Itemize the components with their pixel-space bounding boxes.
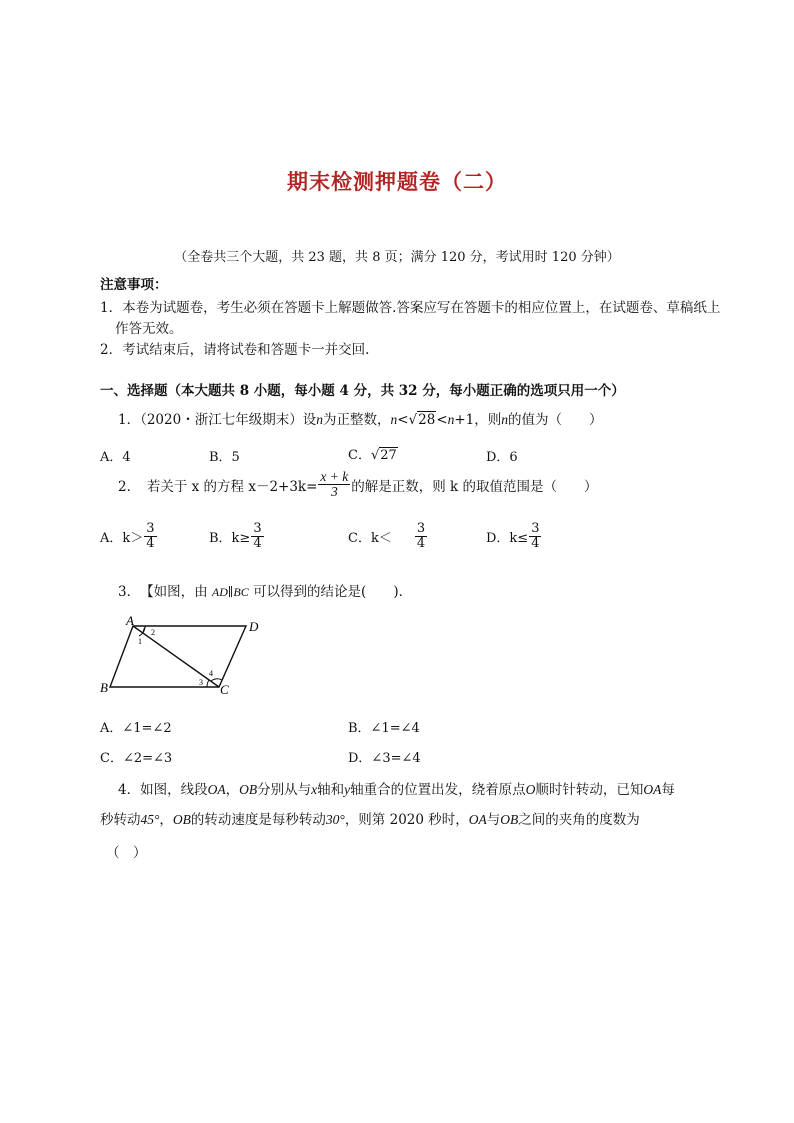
q2-option-b-label: B．k≥: [209, 530, 251, 546]
question-1: [118, 408, 603, 428]
angle-arc-4: [211, 679, 222, 681]
q1-var-n: n: [316, 412, 323, 427]
q1-option-c-sqrt: √27: [370, 448, 397, 463]
q3-option-d: D．∠3=∠4: [348, 751, 421, 766]
question-4-line-2: [100, 808, 640, 828]
notice-heading: 注意事项：: [100, 277, 168, 293]
q4-text-j: 与: [486, 812, 501, 828]
q4-text-i: ，则第 2020 秒时，: [344, 812, 469, 828]
q3-option-c: C．∠2=∠3: [100, 751, 173, 766]
frac-den: 4: [416, 535, 426, 551]
q2-frac-num: x + k: [320, 469, 349, 484]
angle-label-2: 2: [151, 628, 155, 637]
q1-var-n4: n: [501, 412, 509, 427]
q4-text-f: 每: [661, 782, 675, 798]
q1-option-c-label: C．: [348, 448, 371, 463]
q2-option-c-label: C．k＜: [348, 530, 392, 546]
q2-option-b-frac: [251, 522, 263, 550]
q1-option-b: B．5: [209, 450, 240, 465]
q4-oa-2: OA: [643, 782, 662, 797]
section-heading: 一、选择题（本大题共 8 小题，每小题 4 分，共 32 分，每小题正确的选项只用一个）: [100, 383, 625, 399]
q4-text-b: 分别从与: [257, 782, 312, 798]
q4-text-e: 顺时针转动，已知: [535, 782, 644, 798]
q3-option-b: B．∠1=∠4: [348, 721, 420, 736]
q2-option-a-frac: [144, 522, 156, 550]
page-title: 期末检测押题卷（二）: [287, 170, 507, 194]
q1-var-n2: n: [390, 412, 398, 427]
q2-option-b: [209, 522, 265, 550]
q4-text-d: 轴重合的位置出发，绕着原点: [350, 782, 526, 798]
q4-o: O: [525, 782, 536, 797]
q1-plus1: +1，则: [454, 412, 502, 428]
q1-lt: <: [397, 412, 409, 428]
q1-mid: 为正整数，: [322, 412, 391, 428]
q1-prefix: 1．（2020・浙江七年级期末）设: [118, 412, 317, 428]
q4-text-h: 的转动速度是每秒转动: [190, 812, 326, 828]
q4-text-a: 4．如图，线段: [118, 782, 208, 798]
q4-ob-3: OB: [500, 812, 519, 827]
frac-num: 3: [253, 521, 262, 536]
angle-label-4: 4: [209, 669, 213, 678]
q4-ob-2: OB: [172, 812, 191, 827]
q1-lt2: <: [436, 412, 448, 428]
q4-ob: OB: [239, 782, 258, 797]
q1-option-d: D．6: [486, 450, 518, 465]
q4-text-k: 之间的夹角的度数为: [518, 812, 640, 828]
q4-x: x: [311, 782, 318, 797]
q3-condition: AD∥BC: [211, 585, 249, 599]
q2-tail: 的解是正数，则 k 的取值范围是（ ）: [351, 478, 598, 495]
q4-text-g: 秒转动: [100, 812, 141, 828]
notice-item-2: 2．考试结束后，请将试卷和答题卡一并交回.: [100, 342, 370, 358]
q4-text-c: 轴和: [317, 782, 345, 798]
q4-sep-2: ，: [159, 812, 173, 828]
question-4-line-1: [118, 778, 675, 798]
question-2: [118, 470, 598, 499]
frac-den: 4: [253, 535, 262, 551]
question-4-answer-bracket: （ ）: [106, 845, 147, 861]
q4-sep: ，: [225, 782, 240, 798]
q2-option-d-label: D．k≤: [486, 530, 529, 546]
exam-info: （全卷共三个大题，共 23 题，共 8 页；满分 120 分，考试用时 120 分钟）: [174, 250, 620, 265]
q2-option-d: [486, 522, 542, 550]
q1-option-c: [348, 444, 398, 463]
vertex-label-b: B: [100, 680, 108, 695]
q2-option-c-frac: [415, 522, 427, 550]
q1-sqrt: √28: [408, 412, 436, 428]
q2-option-a: [100, 522, 158, 550]
q2-option-d-frac: [529, 522, 541, 550]
q4-oa: OA: [207, 782, 226, 797]
angle-label-1: 1: [138, 637, 142, 646]
q3-parallelogram-figure: [96, 612, 276, 700]
frac-den: 4: [146, 535, 155, 551]
q3-option-a: A．∠1=∠2: [100, 721, 172, 736]
diagonal-ac: [133, 626, 219, 687]
q4-oa-3: OA: [468, 812, 487, 827]
q4-deg45: 45°: [140, 812, 160, 827]
q2-option-c: [348, 522, 428, 550]
frac-den: 4: [531, 535, 540, 551]
frac-num: 3: [146, 521, 155, 536]
frac-num: 3: [416, 521, 426, 536]
q2-frac-den: 3: [330, 484, 338, 500]
q2-prefix: 2． 若关于 x 的方程 x－2+3k=: [118, 478, 318, 495]
vertex-label-c: C: [220, 682, 229, 697]
q2-fraction: [318, 470, 350, 499]
notice-item-1-cont: 作答无效。: [115, 321, 183, 337]
notice-item-1: 1．本卷为试题卷，考生必须在答题卡上解题做答.答案应写在答题卡的相应位置上，在试题卷、草稿纸上: [100, 300, 721, 316]
q1-sqrt-radicand: 28: [418, 412, 436, 428]
parallelogram-abcd: [110, 626, 246, 687]
vertex-label-d: D: [249, 619, 259, 634]
q3-prefix: 3． 【如图，由: [118, 584, 208, 600]
frac-num: 3: [531, 521, 540, 536]
q1-option-c-radicand: 27: [380, 448, 397, 463]
q4-y: y: [344, 782, 351, 797]
q1-var-n3: n: [447, 412, 455, 427]
q1-tail: 的值为（ ）: [508, 412, 603, 428]
q4-deg30: 30°: [325, 812, 345, 827]
q2-option-a-label: A．k＞: [100, 530, 144, 546]
angle-label-3: 3: [199, 678, 203, 687]
question-3: [118, 580, 412, 600]
q3-tail: 可以得到的结论是( )．: [253, 584, 413, 600]
vertex-label-a: A: [126, 613, 134, 628]
q1-option-a: A．4: [100, 450, 131, 465]
angle-arc-3: [207, 680, 209, 687]
